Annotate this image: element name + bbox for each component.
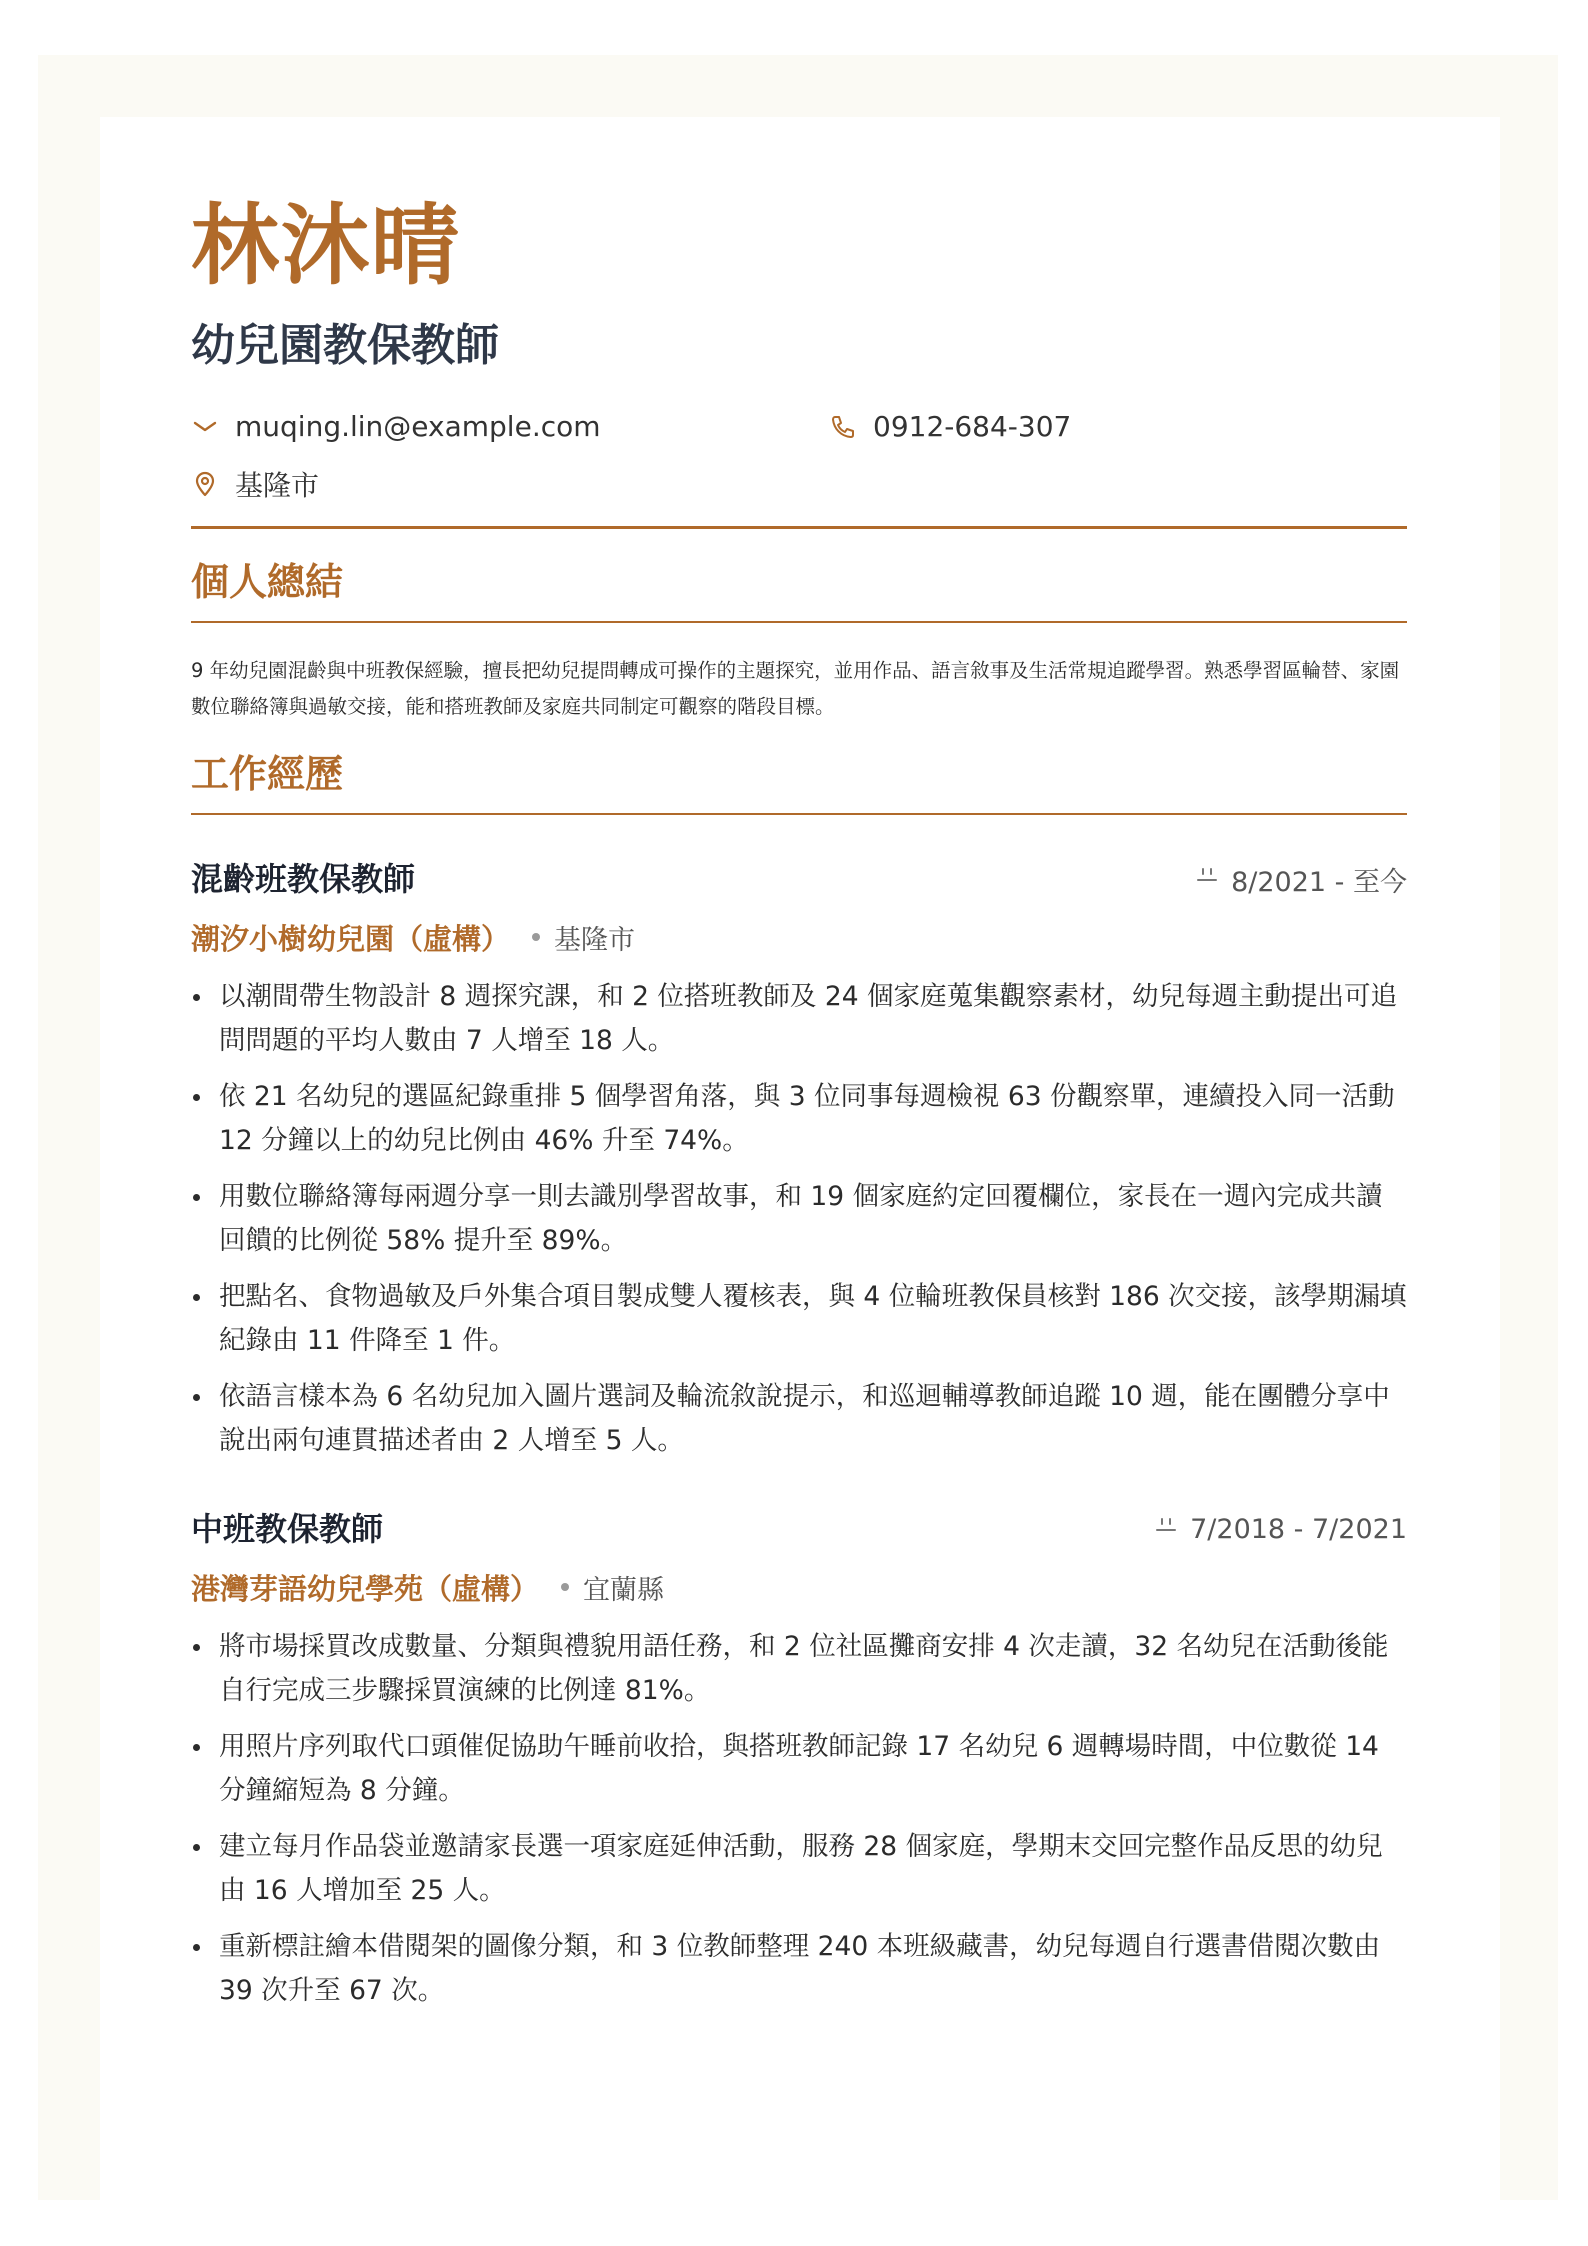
contact-phone[interactable] (829, 410, 1071, 443)
candidate-name: 林沐晴 (191, 194, 462, 297)
job-title: 混齡班教保教師 (191, 860, 416, 898)
job-bullets (191, 975, 1407, 1463)
job-bullets (191, 1625, 1407, 2013)
email-text: muqing.lin@example.com (235, 410, 601, 443)
resume-page (100, 117, 1500, 2212)
bullet-item: 依 21 名幼兒的選區紀錄重排 5 個學習角落，與 3 位同事每週檢視 63 份觀察單，連續投入同一活動 12 分鐘以上的幼兒比例由 46% 升至 74%。 (191, 1075, 1407, 1163)
bullet-item: 用照片序列取代口頭催促協助午睡前收拾，與搭班教師記錄 17 名幼兒 6 週轉場時間，中位數從 14 分鐘縮短為 8 分鐘。 (191, 1725, 1407, 1813)
bullet-item: 將市場採買改成數量、分類與禮貌用語任務，和 2 位社區攤商安排 4 次走讀，32 名幼兒在活動後能自行完成三步驟採買演練的比例達 81%。 (191, 1625, 1407, 1713)
contact-info (191, 410, 1407, 506)
bullet-item: 把點名、食物過敏及戶外集合項目製成雙人覆核表，與 4 位輪班教保員核對 186 次交接，該學期漏填紀錄由 11 件降至 1 件。 (191, 1275, 1407, 1363)
calendar-icon (1195, 864, 1219, 895)
experience-heading: 工作經歷 (191, 755, 1407, 815)
contact-email[interactable] (191, 410, 601, 443)
job-title: 中班教保教師 (191, 1510, 384, 1548)
candidate-role: 幼兒園教保教師 (191, 320, 499, 371)
org-name: 港灣芽語幼兒學苑（虛構） (191, 1571, 540, 1606)
phone-icon (829, 413, 857, 441)
map-pin-icon (191, 470, 219, 498)
location-text: 基隆市 (235, 469, 320, 502)
job-header (191, 1509, 1407, 1549)
bullet-item: 用數位聯絡簿每兩週分享一則去識別學習故事，和 19 個家庭約定回覆欄位，家長在一週內完成共讀回饋的比例從 58% 提升至 89%。 (191, 1175, 1407, 1263)
job-org (191, 1567, 1407, 1607)
summary-text: 9 年幼兒園混齡與中班教保經驗，擅長把幼兒提問轉成可操作的主題探究，並用作品、語言敘事及生活常規追蹤學習。熟悉學習區輪替、家園數位聯絡簿與過敏交接，能和搭班教師及家庭共同制定可觀察的階段目標。 (191, 659, 1400, 718)
resume-content (191, 194, 1407, 2025)
calendar-icon (1154, 1514, 1178, 1545)
bullet-item: 以潮間帶生物設計 8 週探究課，和 2 位搭班教師及 24 個家庭蒐集觀察素材，幼兒每週主動提出可追問問題的平均人數由 7 人增至 18 人。 (191, 975, 1407, 1063)
org-name: 潮汐小樹幼兒園（虛構） (191, 921, 511, 956)
summary-heading: 個人總結 (191, 563, 1407, 623)
job-entry (191, 859, 1407, 1463)
bullet-item: 依語言樣本為 6 名幼兒加入圖片選詞及輪流敘說提示，和巡迴輔導教師追蹤 10 週，能在團體分享中說出兩句連貫描述者由 2 人增至 5 人。 (191, 1375, 1407, 1463)
job-dates (1154, 1514, 1407, 1545)
job-header (191, 859, 1407, 899)
job-dates-text: 7/2018 - 7/2021 (1190, 1513, 1407, 1545)
org-location: 宜蘭縣 (583, 1574, 665, 1606)
separator-dot (561, 1583, 569, 1591)
job-dates-text: 8/2021 - 至今 (1231, 866, 1407, 898)
bullet-item: 建立每月作品袋並邀請家長選一項家庭延伸活動，服務 28 個家庭，學期末交回完整作品反思的幼兒由 16 人增加至 25 人。 (191, 1825, 1407, 1913)
job-entry (191, 1509, 1407, 2013)
job-org (191, 917, 1407, 957)
mail-icon (191, 413, 219, 441)
bullet-item: 重新標註繪本借閱架的圖像分類，和 3 位教師整理 240 本班級藏書，幼兒每週自行選書借閱次數由 39 次升至 67 次。 (191, 1925, 1407, 2013)
phone-text: 0912-684-307 (873, 410, 1072, 443)
org-location: 基隆市 (554, 924, 636, 956)
job-dates (1195, 860, 1407, 899)
contact-location (191, 464, 319, 504)
header-divider (191, 526, 1407, 529)
separator-dot (532, 933, 540, 941)
